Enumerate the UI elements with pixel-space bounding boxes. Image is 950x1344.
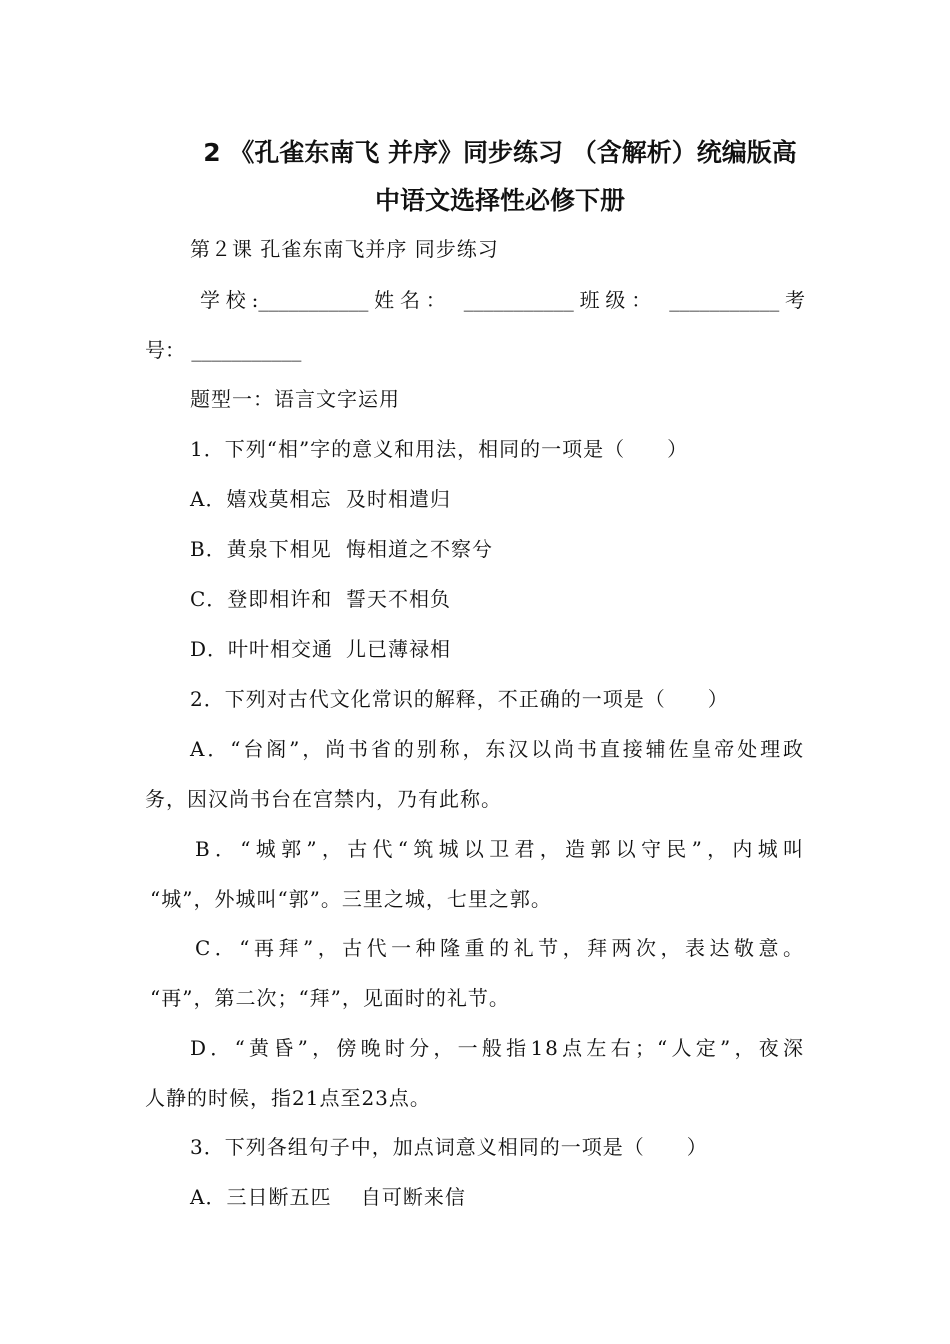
option-text-right: 悔相道之不察兮 [346, 537, 493, 561]
question-2-option-c-line-2: “再”，第二次；“拜”，见面时的礼节。 [150, 986, 510, 1010]
option-text-left: C．登即相许和 [190, 587, 333, 611]
option-text-left: B．黄泉下相见 [190, 537, 332, 561]
question-2-option-a-line-1: A．“台阁”，尚书省的别称，东汉以尚书直接辅佐皇帝处理政 [190, 737, 805, 761]
question-2-option-b-line-2: “城”，外城叫“郭”。三里之城，七里之郭。 [150, 887, 552, 911]
question-1-option-d [190, 639, 451, 659]
section-heading: 题型一：语言文字运用 [190, 387, 400, 411]
option-text-left: D．叶叶相交通 [190, 637, 334, 661]
question-3-option-a: A．三日断五匹 自可断来信 [190, 1185, 466, 1209]
question-3-stem: 3．下列各组句子中，加点词意义相同的一项是（ ） [190, 1135, 708, 1159]
option-text-right: 誓天不相负 [346, 587, 451, 611]
document-title-line-2: 中语文选择性必修下册 [374, 186, 625, 215]
option-text-right: 及时相遣归 [346, 487, 451, 511]
question-1-option-b [190, 539, 493, 559]
question-1-option-c [190, 589, 451, 609]
question-2-option-d-line-2: 人静的时候，指21点至23点。 [145, 1086, 431, 1110]
document-title-line-1: 2 《孔雀东南飞 并序》同步练习 （含解析）统编版高 [203, 138, 797, 167]
question-1-stem: 1．下列“相”字的意义和用法，相同的一项是（ ） [190, 437, 689, 461]
question-2-option-b-line-1: B．“城郭”，古代“筑城以卫君，造郭以守民”，内城叫 [195, 837, 805, 861]
question-2-option-a-line-2: 务，因汉尚书台在宫禁内，乃有此称。 [145, 787, 502, 811]
option-text-right: 儿已薄禄相 [346, 637, 451, 661]
student-info-line-1: 学校:___________姓名： ___________班级： ___________考 [200, 288, 805, 312]
student-info-line-2: 号： ___________ [145, 338, 302, 362]
question-2-option-d-line-1: D．“黄昏”，傍晚时分，一般指18点左右；“人定”，夜深 [190, 1036, 805, 1060]
option-text-left: A．嬉戏莫相忘 [190, 487, 332, 511]
question-2-stem: 2．下列对古代文化常识的解释，不正确的一项是（ ） [190, 687, 729, 711]
lesson-subtitle: 第２课 孔雀东南飞并序 同步练习 [190, 237, 499, 261]
question-2-option-c-line-1: C．“再拜”，古代一种隆重的礼节，拜两次，表达敬意。 [195, 936, 805, 960]
question-1-option-a [190, 489, 451, 509]
